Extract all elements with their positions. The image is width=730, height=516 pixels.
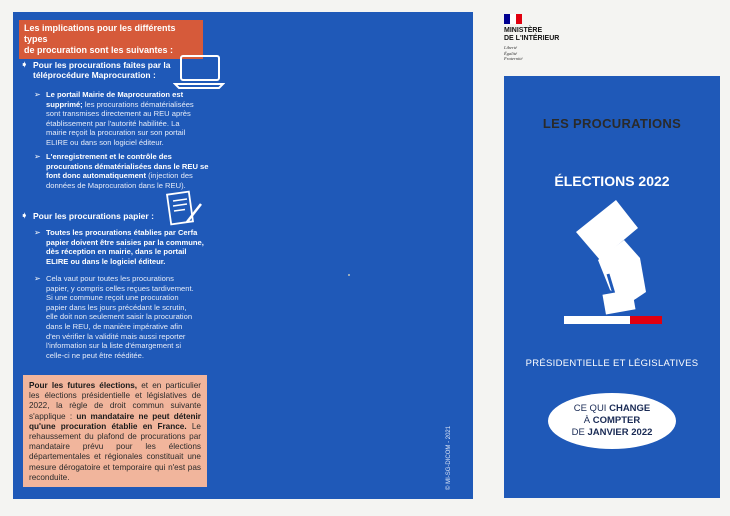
paragraph-tardive: ➢ Cela vaut pour toutes les procurations papier, y compris celles reçues tardivement. Si une commune reçoit une procuration papier dans les jours précédant le scrutin, elle doit non seulement saisir la procuration dans le REU, de manière impérative afin d'en vérifier la validité mais aussi reporter l'information sur la liste d'émargement si celle-ci ne peut être rééditée.: [34, 274, 194, 360]
cover-subtitle: PRÉSIDENTIELLE ET LÉGISLATIVES: [525, 358, 699, 369]
section-header: Les implications pour les différents types de procuration sont les suivantes :: [19, 20, 203, 59]
paragraph-enregistrement: ➢ L'enregistrement et le contrôle des procurations dématérialisées dans le REU se font donc automatiquement (injection des données de Maprocuration dans le REU).: [34, 152, 209, 190]
credit-text: © MI-SG-DICOM - 2021: [446, 425, 452, 490]
section-title-papier: ➧ Pour les procurations papier :: [21, 211, 154, 221]
section-title-maprocuration: ➧ Pour les procurations faites par la téléprocédure Maprocuration :: [21, 60, 171, 80]
arrow-icon: ➢: [34, 90, 41, 99]
cover-title: LES PROCURATIONS: [542, 116, 682, 131]
arrow-icon: ➧: [21, 60, 28, 69]
paragraph-cerfa: ➢ Toutes les procurations établies par Cerfa papier doivent être saisies par la commune, dès réception en mairie, dans le portail ELIRE ou dans le logiciel éditeur.: [34, 228, 204, 266]
flag-icon: [504, 14, 522, 24]
info-box-futures-elections: Pour les futures élections, et en particulier les élections présidentielle et législatives de 2022, la règle de droit commun suivante s'applique : un mandataire ne peut détenir qu'une procuration établie en France. Le rehaussement du plafond de procurations par mandataire prévu pour les élections départementales et régionales constituait une mesure dérogatoire et temporaire qui n'est pas reconduite.: [23, 375, 207, 487]
cover-elections-title: ÉLECTIONS 2022: [554, 173, 670, 189]
ballot-hand-icon: [558, 194, 668, 344]
ministry-motto: Liberté Égalité Fraternité: [504, 45, 523, 61]
arrow-icon: ➧: [21, 211, 28, 220]
form-pen-icon: [165, 190, 205, 230]
left-panel: [13, 12, 473, 499]
laptop-icon: [173, 54, 225, 90]
cover-panel: [504, 76, 720, 498]
arrow-icon: ➢: [34, 152, 41, 161]
ministry-logo: [504, 14, 559, 62]
arrow-icon: ➢: [34, 274, 41, 283]
ministry-name: MINISTÈRE DE L'INTÉRIEUR: [504, 27, 560, 42]
dot-mark: [348, 274, 350, 276]
change-oval: CE QUI CHANGE À COMPTER DE JANVIER 2022: [548, 393, 676, 449]
arrow-icon: ➢: [34, 228, 41, 237]
paragraph-portail: ➢ Le portail Mairie de Maprocuration est supprimé; les procurations dématérialisées sont transmises directement au REU après établissement par l'autorité habilitée. La mairie reçoit la procuration sur son portail ELIRE ou dans son logiciel éditeur.: [34, 90, 194, 147]
